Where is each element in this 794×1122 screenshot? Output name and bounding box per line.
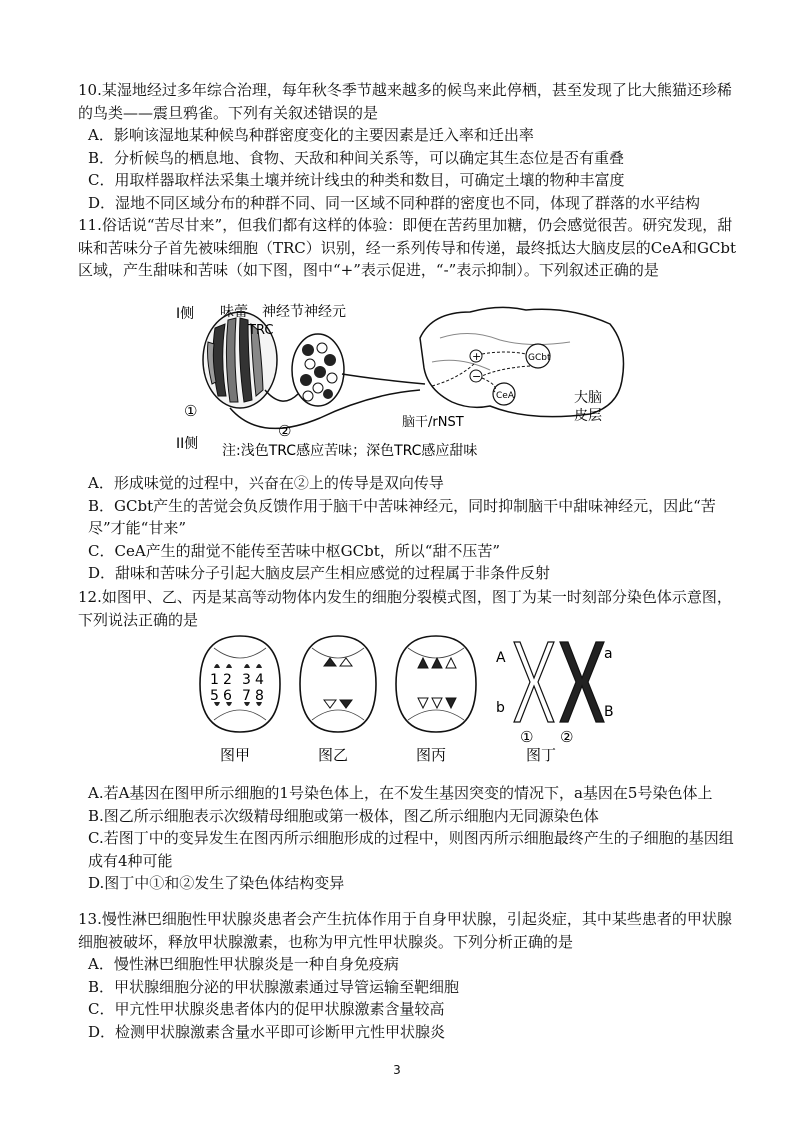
- minus-sign: −: [472, 370, 482, 383]
- question-11-option-d: D．甜味和苦味分子引起大脑皮层产生相应感觉的过程属于非条件反射: [88, 564, 551, 582]
- label-yi: 图乙: [318, 746, 349, 764]
- cell-jia: [200, 636, 280, 764]
- question-13-option-c: C．甲亢性甲状腺炎患者体内的促甲状腺激素含量较高: [88, 1000, 445, 1018]
- question-12-options: [78, 782, 738, 895]
- fiber-1: [265, 390, 298, 401]
- taste-bud-label: 味蕾: [220, 304, 248, 320]
- gcbt-label: GCbt: [528, 353, 551, 363]
- mark-1-label: ①: [184, 402, 198, 420]
- chrom-6: 6: [223, 688, 232, 704]
- plus-sign: +: [472, 350, 482, 363]
- trc-label: TRC: [248, 323, 274, 338]
- mark-2-label: ②: [278, 422, 292, 440]
- question-12-option-b: B.图乙所示细胞表示次级精母细胞或第一极体，图乙所示细胞内无同源染色体: [88, 806, 599, 825]
- question-12-option-d: D.图丁中①和②发生了染色体结构变异: [88, 874, 345, 892]
- fiber-3: [342, 374, 425, 384]
- ganglion-label: 神经节神经元: [262, 304, 346, 320]
- question-13-option-a: A．慢性淋巴细胞性甲状腺炎是一种自身免疫病: [88, 955, 399, 973]
- chrom-1: 1: [210, 672, 219, 688]
- question-10-option-a: A．影响该湿地某种候鸟种群密度变化的主要因素是迁入率和迁出率: [88, 126, 534, 144]
- cell-division-figure: [190, 628, 620, 770]
- chrom-4: 4: [255, 672, 264, 688]
- question-11: [78, 214, 738, 282]
- question-13-stem: 13.慢性淋巴细胞性甲状腺炎患者会产生抗体作用于自身甲状腺，引起炎症，其中某些患者的甲状腺细胞被破坏，释放甲状腺激素，也称为甲亢性甲状腺炎。下列分析正确的是: [78, 910, 732, 951]
- cell-bing: [396, 636, 476, 764]
- question-13-option-d: D．检测甲状腺激素含量水平即可诊断甲亢性甲状腺炎: [88, 1022, 446, 1041]
- chrom-3: 3: [242, 672, 251, 688]
- gene-a: a: [604, 646, 613, 662]
- label-bing: 图丙: [416, 746, 447, 764]
- question-10-option-d: D．湿地不同区域分布的种群不同、同一区域不同种群的密度也不同，体现了群落的水平结构: [88, 193, 701, 212]
- chrom-7: 7: [242, 688, 251, 704]
- question-11-options: [78, 472, 738, 585]
- brainstem-label: 脑干/rNST: [402, 415, 464, 430]
- gene-b: b: [496, 700, 505, 716]
- question-10-option-b: B．分析候鸟的栖息地、食物、天敌和种间关系等，可以确定其生态位是否有重叠: [88, 148, 625, 167]
- question-10-stem: 10.某湿地经过多年综合治理，每年秋冬季节越来越多的候鸟来此停栖，甚至发现了比大熊猫还珍稀的鸟类——震旦鸦雀。下列有关叙述错误的是: [78, 81, 732, 122]
- gene-A: A: [496, 650, 506, 666]
- cell-division-diagram: [190, 628, 620, 770]
- question-12: [78, 586, 738, 631]
- question-10: [78, 79, 738, 214]
- taste-pathway-figure: [170, 298, 630, 460]
- question-12-option-a: A.若A基因在图甲所示细胞的1号染色体上，在不发生基因突变的情况下，a基因在5号染色体上: [88, 784, 713, 802]
- chrom-8: 8: [255, 688, 264, 704]
- chrom-mark-2: ②: [560, 728, 574, 746]
- question-11-option-a: A．形成味觉的过程中，兴奋在②上的传导是双向传导: [88, 474, 444, 492]
- chrom-2: 2: [223, 672, 232, 688]
- chromosome-pair: [496, 642, 614, 764]
- cell-yi: [300, 636, 376, 764]
- page-number: 3: [393, 1063, 401, 1077]
- taste-pathway-diagram: [170, 298, 630, 460]
- question-13-option-b: B．甲状腺细胞分泌的甲状腺激素通过导管运输至靶细胞: [88, 977, 460, 996]
- question-11-option-c: C．CeA产生的甜觉不能传至苦味中枢GCbt，所以“甜不压苦”: [88, 541, 501, 560]
- cea-label: CeA: [496, 391, 514, 401]
- question-11-option-b: B．GCbt产生的苦觉会负反馈作用于脑干中苦味神经元，同时抑制脑干中甜味神经元，因此“苦尽”才能“甘来”: [88, 496, 716, 537]
- cortex-label-2: 皮层: [574, 408, 602, 424]
- cortex-label-1: 大脑: [574, 390, 602, 406]
- figure-note: 注:浅色TRC感应苦味；深色TRC感应甜味: [222, 443, 478, 459]
- question-12-option-c: C.若图丁中的变异发生在图丙所示细胞形成的过程中，则图丙所示细胞最终产生的子细胞的基因组成有4种可能: [88, 829, 734, 870]
- question-12-stem: 12.如图甲、乙、丙是某高等动物体内发生的细胞分裂模式图，图丁为某一时刻部分染色体示意图，下列说法正确的是: [78, 588, 732, 629]
- chrom-mark-1: ①: [520, 728, 534, 746]
- question-10-option-c: C．用取样器取样法采集土壤并统计线虫的种类和数目，可确定土壤的物种丰富度: [88, 171, 625, 189]
- label-ding: 图丁: [526, 746, 557, 764]
- side-2-label: II侧: [176, 436, 199, 452]
- side-1-label: I侧: [176, 306, 195, 322]
- question-13: [78, 908, 738, 1043]
- chrom-5: 5: [210, 688, 219, 704]
- ganglion-neurons: [292, 334, 344, 406]
- label-jia: 图甲: [220, 746, 251, 764]
- question-11-stem: 11.俗话说“苦尽甘来”，但我们都有这样的体验：即便在苦药里加糖，仍会感觉很苦。研究发现，甜味和苦味分子首先被味细胞（TRC）识别，经一系列传导和传递，最终抵达大脑皮层的CeA和GCbt区域，产生甜味和苦味（如下图，图中“+”表示促进，“-”表示抑制）。下列叙述正确的是: [78, 216, 737, 279]
- gene-B: B: [604, 704, 614, 720]
